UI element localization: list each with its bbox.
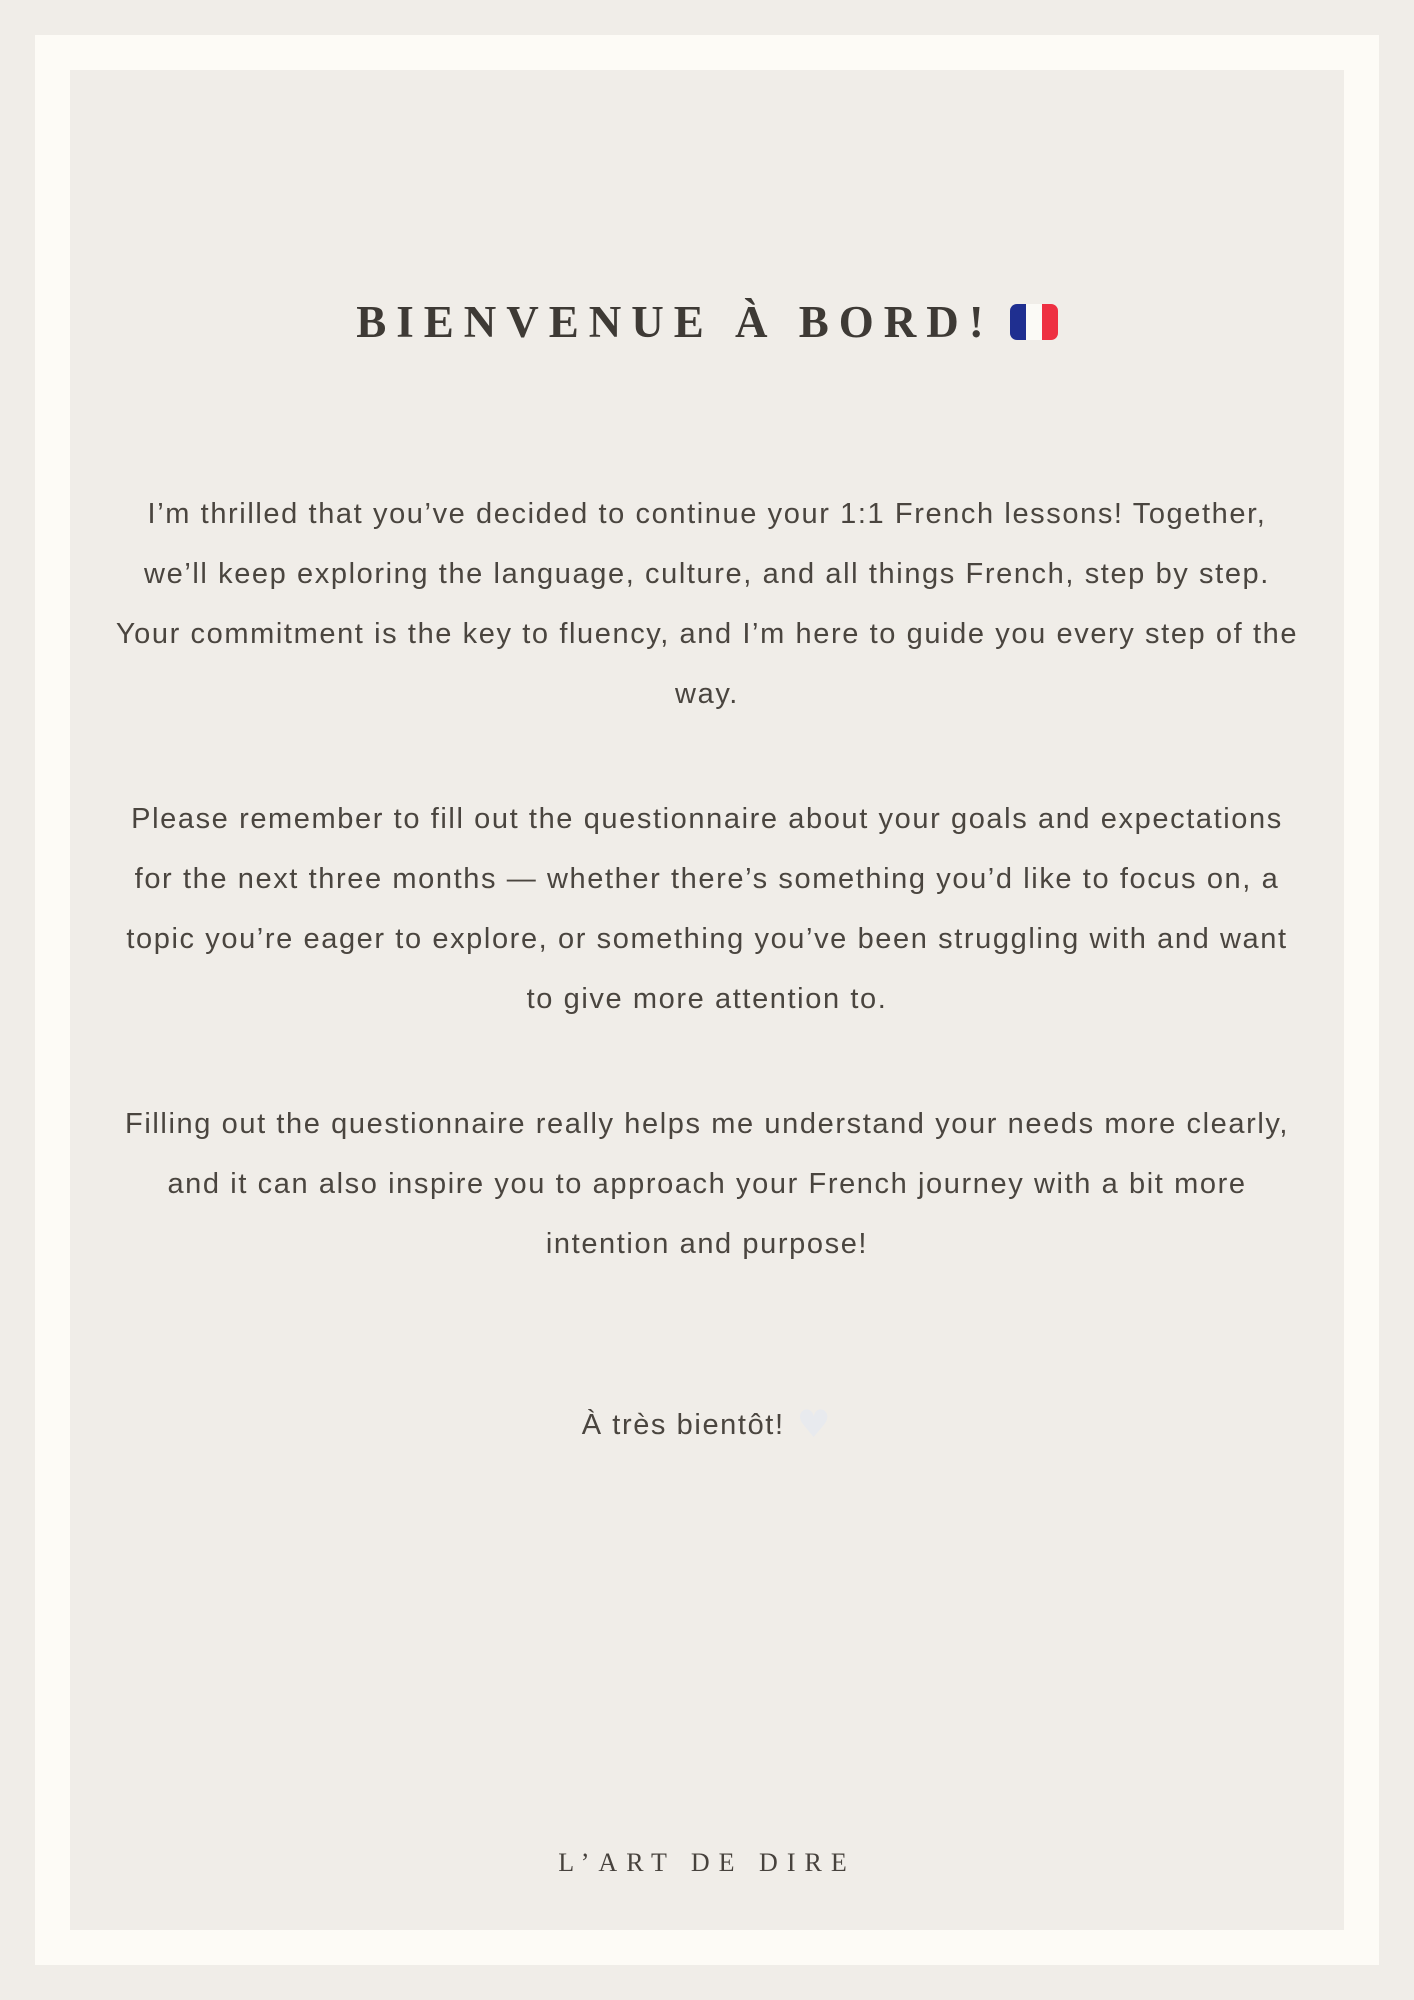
- white-heart-icon: ♥: [796, 1402, 833, 1446]
- brand-footer: L’ART DE DIRE: [558, 1848, 856, 1877]
- welcome-message: [115, 484, 1299, 1274]
- paragraph-intro: I’m thrilled that you’ve decided to continue your 1:1 French lessons! Together, we’ll keep exploring the language, culture, and all things French, step by step. Your commitment is the key to fluency, and I’m here to guide you every step of the way.: [115, 498, 1299, 710]
- signoff-text: À très bientôt!: [581, 1409, 785, 1441]
- paragraph-questionnaire-request: Please remember to fill out the questionnaire about your goals and expectations for the next three months — whether there’s something you’d like to focus on, a topic you’re eager to explore, or something you’ve been struggling with and want to give more attention to.: [126, 803, 1288, 1015]
- page-title: [115, 295, 1299, 349]
- signoff: [115, 1394, 1299, 1455]
- paragraph-questionnaire-benefits: Filling out the questionnaire really helps me understand your needs more clearly, and it can also inspire you to approach your French journey with a bit more intention and purpose!: [125, 1108, 1289, 1260]
- welcome-card-frame: [35, 35, 1379, 1965]
- page-title-text: BIENVENUE À BORD!: [356, 297, 994, 347]
- france-flag-icon: [1010, 304, 1058, 340]
- welcome-card: [70, 70, 1344, 1930]
